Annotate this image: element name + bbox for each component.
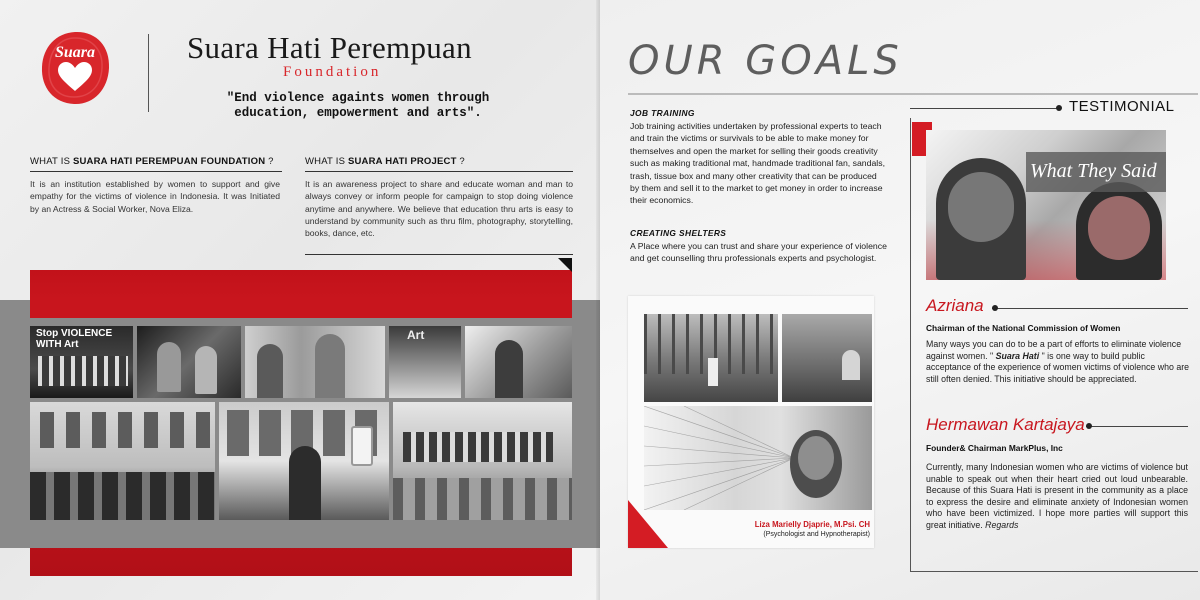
column1-rule xyxy=(30,171,282,172)
photo-visitors xyxy=(393,478,572,520)
testimonial-role-2: Founder& Chairman MarkPlus, Inc xyxy=(926,443,1063,453)
column2-rule xyxy=(305,171,573,172)
photo-psychologist-portrait xyxy=(644,406,872,510)
photo-overlay-text: Stop VIOLENCE WITH Art xyxy=(36,328,113,350)
goals-title: OUR GOALS xyxy=(628,38,903,84)
photo-exhibition-hall xyxy=(393,402,572,520)
column2-heading xyxy=(305,156,565,167)
psychologist-role: (Psychologist and Hypnotherapist) xyxy=(763,531,870,538)
photo-violinist xyxy=(465,326,572,398)
photo-people-row xyxy=(38,356,128,386)
photo-woman-face xyxy=(1088,196,1150,260)
column2-heading-suffix: ? xyxy=(456,156,465,167)
testimonial-heading: TESTIMONIAL xyxy=(1069,98,1175,115)
column2-bottom-rule xyxy=(305,254,573,255)
photo-wall-frames xyxy=(40,412,210,448)
foundation-subtitle: Foundation xyxy=(283,64,382,80)
testimonial-quote-1-text-end: " is one way to build public acceptance of the experience of women victims of violence who are still often denied. This initiative should be appreciated. xyxy=(926,350,1190,384)
column1-heading-bold: SUARA HATI PEREMPUAN FOUNDATION xyxy=(72,156,266,167)
red-band-strip-top xyxy=(30,300,572,318)
photo-speaker xyxy=(219,402,389,520)
photo-figure xyxy=(315,334,345,398)
testimonial-name-dot-2 xyxy=(1086,423,1092,429)
testimonial-name-1: Azriana xyxy=(926,296,984,315)
creating-shelters-body: A Place where you can trust and share your experience of violence and get counselling thru professionals experts and psychologist. xyxy=(630,241,887,264)
photo-figure xyxy=(708,358,718,386)
photo-gallery-audience xyxy=(30,402,215,520)
photo-stage-event xyxy=(30,326,133,398)
testimonial-quote-2-emphasis: Regards xyxy=(985,519,1019,530)
photo-figure xyxy=(495,340,523,398)
foundation-title: Suara Hati Perempuan xyxy=(187,30,472,65)
testimonial-quote-2 xyxy=(926,462,1188,532)
banner-title: What They Said xyxy=(1030,160,1157,182)
testimonial-dot xyxy=(1056,105,1062,111)
suara-heart-logo xyxy=(38,28,112,108)
column2-heading-prefix: WHAT IS xyxy=(305,156,348,167)
logo-wordmark: Suara xyxy=(54,44,96,61)
phone-in-hand xyxy=(351,426,373,466)
photo-audience xyxy=(30,472,215,520)
photo-banner xyxy=(389,326,461,398)
photo-figure xyxy=(157,342,181,392)
column1-heading xyxy=(30,156,290,167)
testimonial-rule xyxy=(910,108,1060,109)
testimonial-name-2: Hermawan Kartajaya xyxy=(926,415,1085,434)
right-page xyxy=(600,0,1200,600)
testimonial-name-dot-1 xyxy=(992,305,998,311)
testimonial-quote-1 xyxy=(926,339,1190,385)
photo-wall-frames xyxy=(403,432,553,462)
creating-shelters-title: CREATING SHELTERS xyxy=(630,228,727,238)
testimonial-name-rule-1 xyxy=(992,308,1188,309)
testimonial-quote-1-text: Many ways you can do to be a part of efforts to eliminate violence against women. " xyxy=(926,339,1182,361)
column2-heading-bold: SUARA HATI PROJECT xyxy=(347,156,457,167)
column1-body: It is an institution established by women to support and give empathy for the victims of violence in Indonesia. It was Initiated by an Actress & Social Worker, Nova Eliza. xyxy=(30,179,280,214)
red-corner-accent xyxy=(628,500,668,548)
column1-heading-suffix: ? xyxy=(265,156,274,167)
photo-trees-field xyxy=(644,314,778,402)
testimonial-role-1: Chairman of the National Commission of Women xyxy=(926,323,1121,333)
photo-figure xyxy=(289,446,321,520)
photo-figure xyxy=(195,346,217,394)
column2-body: It is an awareness project to share and educate woman and man to always convey or inform people for campaign to stop doing violence anytime and anywhere. We believe that education thru arts is easy to understand by community such as thru film, photography, storytelling, books, dance, etc. xyxy=(305,179,573,239)
photo-figure xyxy=(842,350,860,380)
corner-notch xyxy=(558,258,572,272)
column1-heading-prefix: WHAT IS xyxy=(30,156,73,167)
photo-overlay-text-2: Art xyxy=(407,328,425,342)
job-training-title: JOB TRAINING xyxy=(630,108,695,118)
testimonial-quote-1-emphasis: Suara Hati xyxy=(995,350,1040,361)
photo-farm-worker xyxy=(782,314,872,402)
what-they-said-banner xyxy=(926,130,1166,280)
photo-figure xyxy=(257,344,283,398)
goals-rule xyxy=(628,93,1198,95)
testimonial-frame-left xyxy=(910,118,911,572)
photo-performers xyxy=(245,326,385,398)
header-divider xyxy=(148,34,149,112)
testimonial-quote-2-text: Currently, many Indonesian women who are victims of violence but unable to speak out when their heart cried out loud unbearable. Because of this Suara Hati is present in the community as a place to express the desire and eliminate anxiety of Indonesian women who have been victimized. I hope more parties will support this great initiative. xyxy=(926,462,1188,530)
testimonial-name-rule-2 xyxy=(1086,426,1188,427)
job-training-body: Job training activities undertaken by professional experts to teach and train the victims or survivals to be able to make money for themselves and open the market for selling their goods creativity such as making traditional mat, handmade traditional fan, sandals, trash, tissue box and many other creativity that can be produced by them and sell it to the market to get money in order to increase their economics. xyxy=(630,121,885,206)
testimonial-frame-bottom xyxy=(910,571,1198,572)
photo-singers xyxy=(137,326,241,398)
photo-burst-lines xyxy=(644,406,872,510)
psychologist-name: Liza Marielly Djaprie, M.Psi. CH xyxy=(754,520,870,529)
photo-man-face xyxy=(948,172,1014,242)
tagline: "End violence againts women through education, empowerment and arts". xyxy=(226,91,490,120)
